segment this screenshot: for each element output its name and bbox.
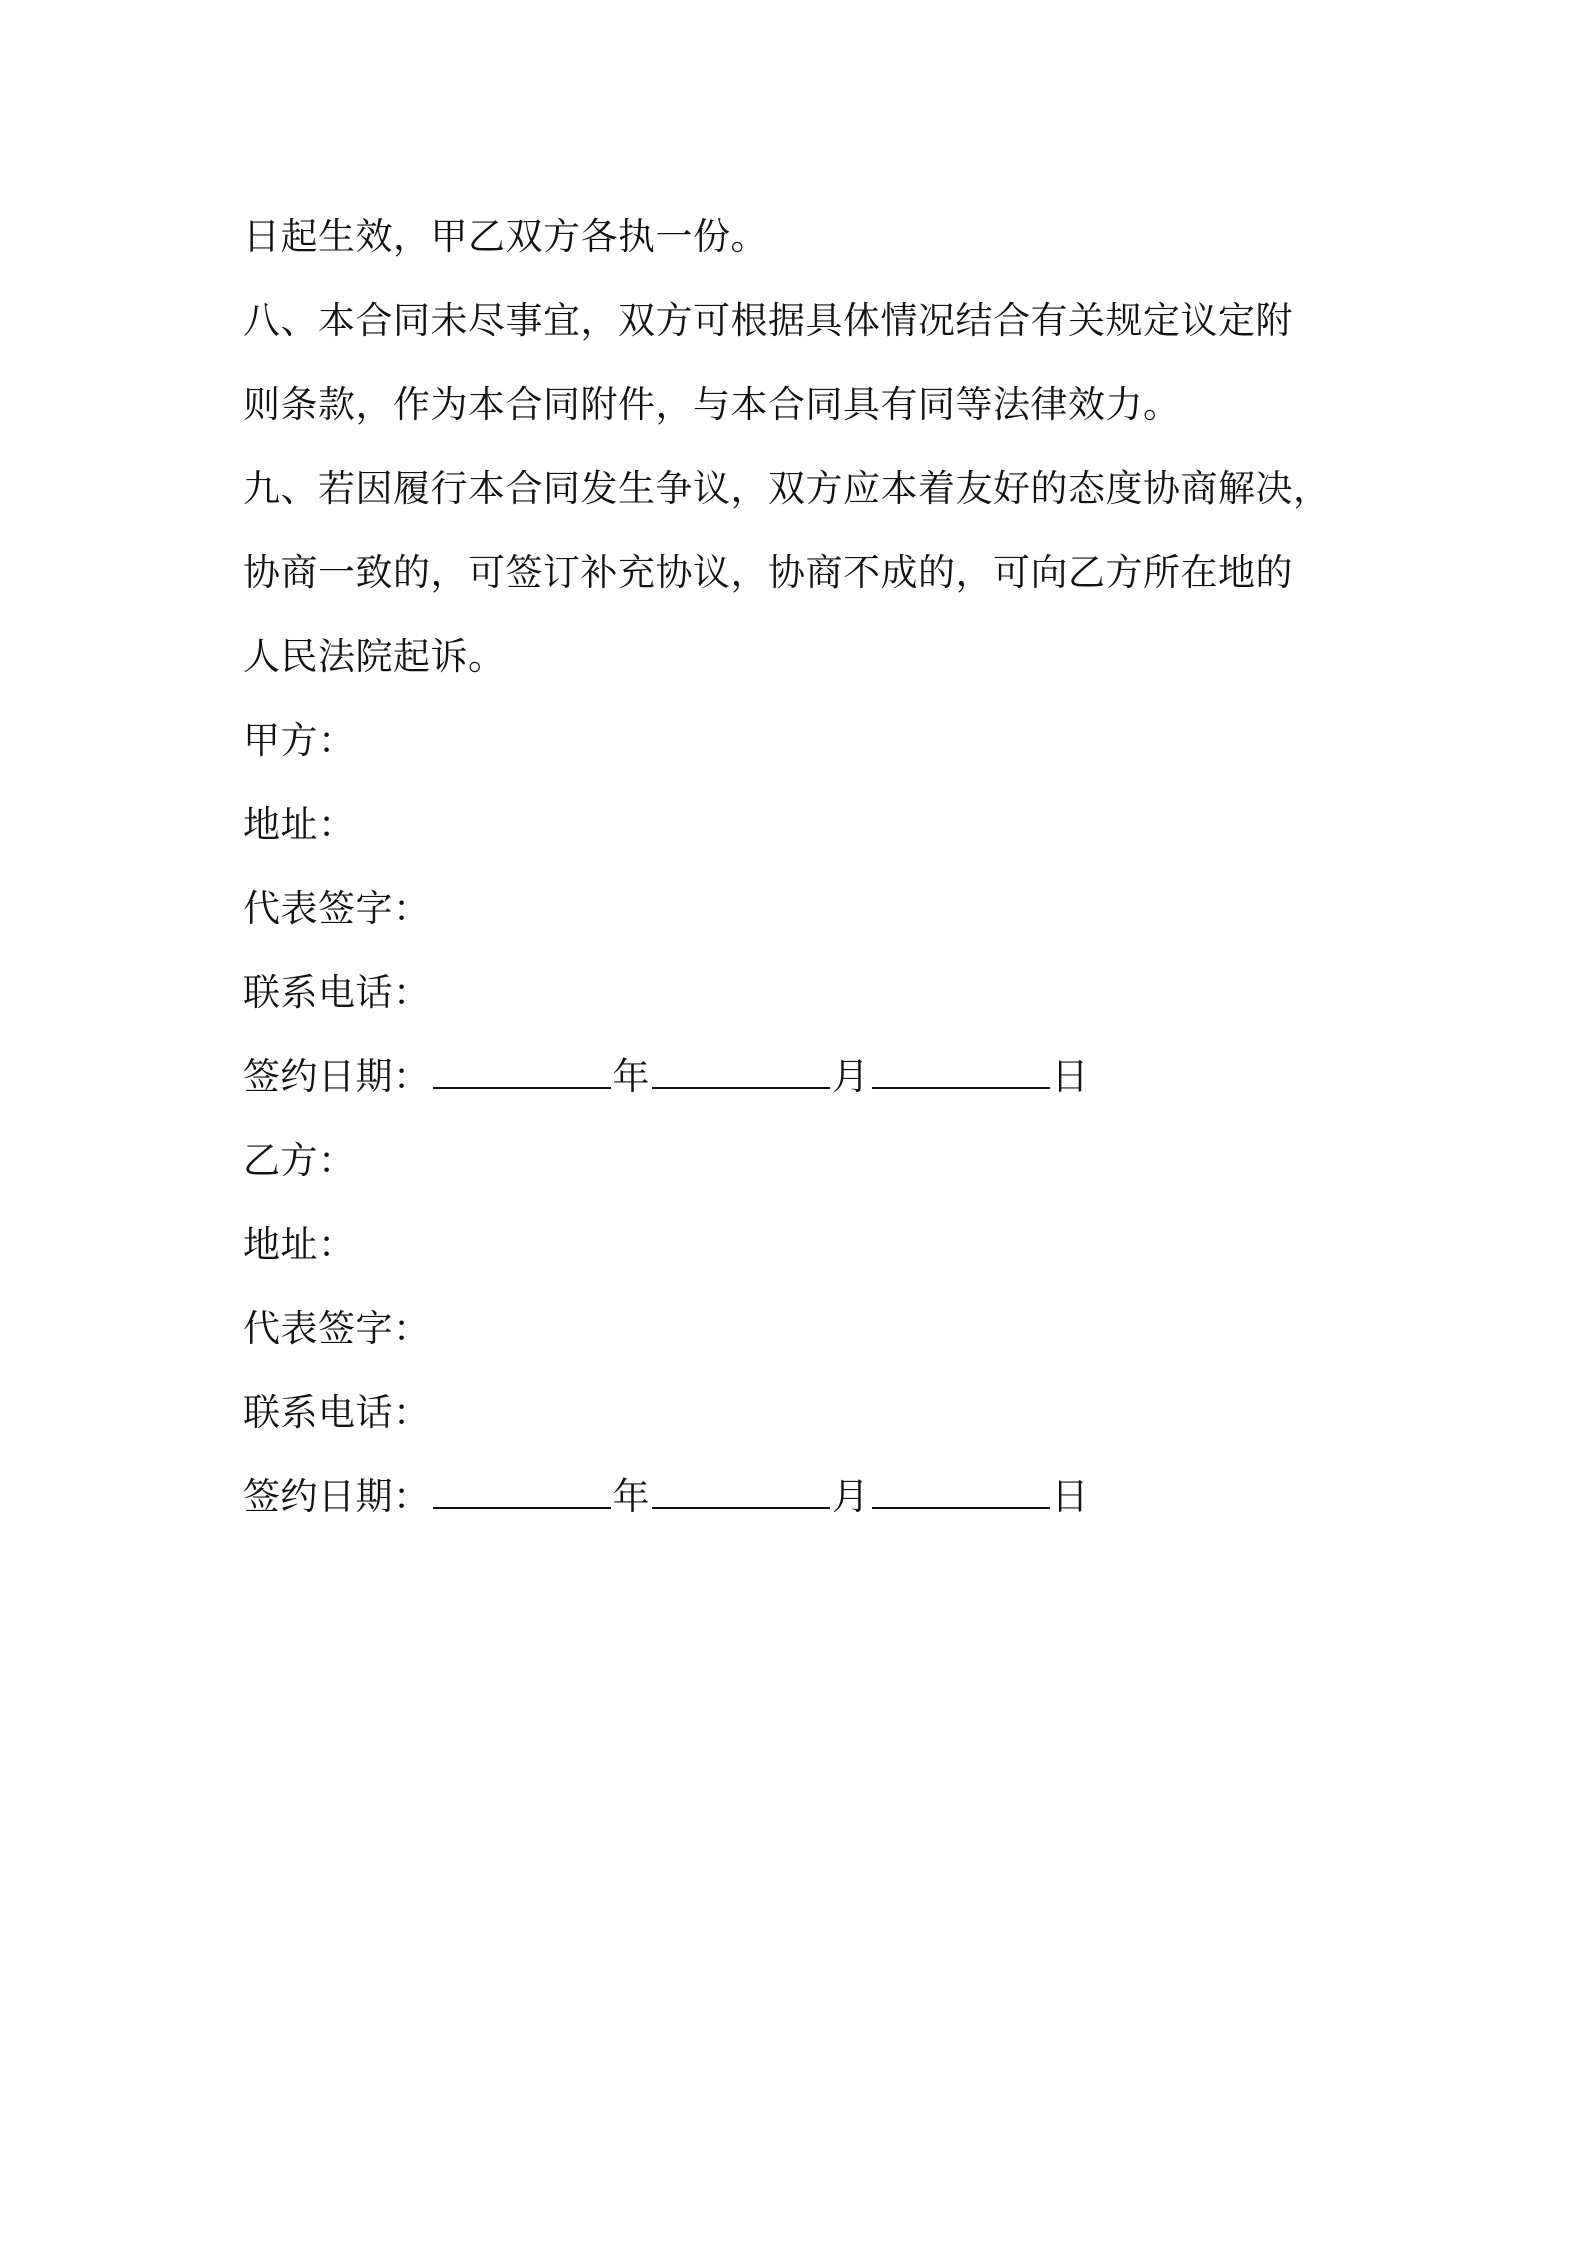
- party-a-title: [243, 699, 1363, 783]
- party-a-year-blank: [433, 1057, 611, 1089]
- party-a-day-label: 日: [1051, 1055, 1089, 1098]
- party-a-month-blank: [652, 1057, 830, 1089]
- paragraph-line: 则条款，作为本合同附件，与本合同具有同等法律效力。: [243, 383, 1181, 426]
- party-b-label: 乙方：: [243, 1139, 356, 1182]
- paragraph-line: 八、本合同未尽事宜，双方可根据具体情况结合有关规定议定附: [243, 299, 1293, 342]
- party-b-address-field: [243, 1203, 1363, 1287]
- party-b-signature-field: [243, 1287, 1363, 1371]
- party-a-date-label: 签约日期：: [243, 1055, 431, 1098]
- party-a-phone-label: 联系电话：: [243, 971, 431, 1014]
- party-b-title: [243, 1119, 1363, 1203]
- party-a-date-field: [243, 1035, 1363, 1119]
- party-b-month-label: 月: [832, 1475, 870, 1518]
- party-b-day-blank: [872, 1477, 1050, 1509]
- party-a-day-blank: [872, 1057, 1050, 1089]
- party-b-year-label: 年: [612, 1475, 650, 1518]
- party-b-address-label: 地址：: [243, 1223, 356, 1266]
- document-body: [243, 195, 1363, 1539]
- party-b-phone-field: [243, 1371, 1363, 1455]
- party-b-year-blank: [433, 1477, 611, 1509]
- party-b-phone-label: 联系电话：: [243, 1391, 431, 1434]
- party-a-year-label: 年: [612, 1055, 650, 1098]
- paragraph-line: 协商一致的，可签订补充协议，协商不成的，可向乙方所在地的: [243, 551, 1293, 594]
- party-a-phone-field: [243, 951, 1363, 1035]
- party-b-day-label: 日: [1051, 1475, 1089, 1518]
- party-a-address-field: [243, 783, 1363, 867]
- party-a-label: 甲方：: [243, 719, 356, 762]
- party-b-signature-label: 代表签字：: [243, 1307, 431, 1350]
- party-b-date-label: 签约日期：: [243, 1475, 431, 1518]
- paragraph-line: 人民法院起诉。: [243, 635, 506, 678]
- party-a-signature-label: 代表签字：: [243, 887, 431, 930]
- party-a-month-label: 月: [832, 1055, 870, 1098]
- party-a-address-label: 地址：: [243, 803, 356, 846]
- paragraph-line: 日起生效，甲乙双方各执一份。: [243, 215, 768, 258]
- paragraph-line: 九、若因履行本合同发生争议，双方应本着友好的态度协商解决，: [243, 467, 1331, 510]
- party-a-signature-field: [243, 867, 1363, 951]
- party-b-month-blank: [652, 1477, 830, 1509]
- party-b-date-field: [243, 1455, 1363, 1539]
